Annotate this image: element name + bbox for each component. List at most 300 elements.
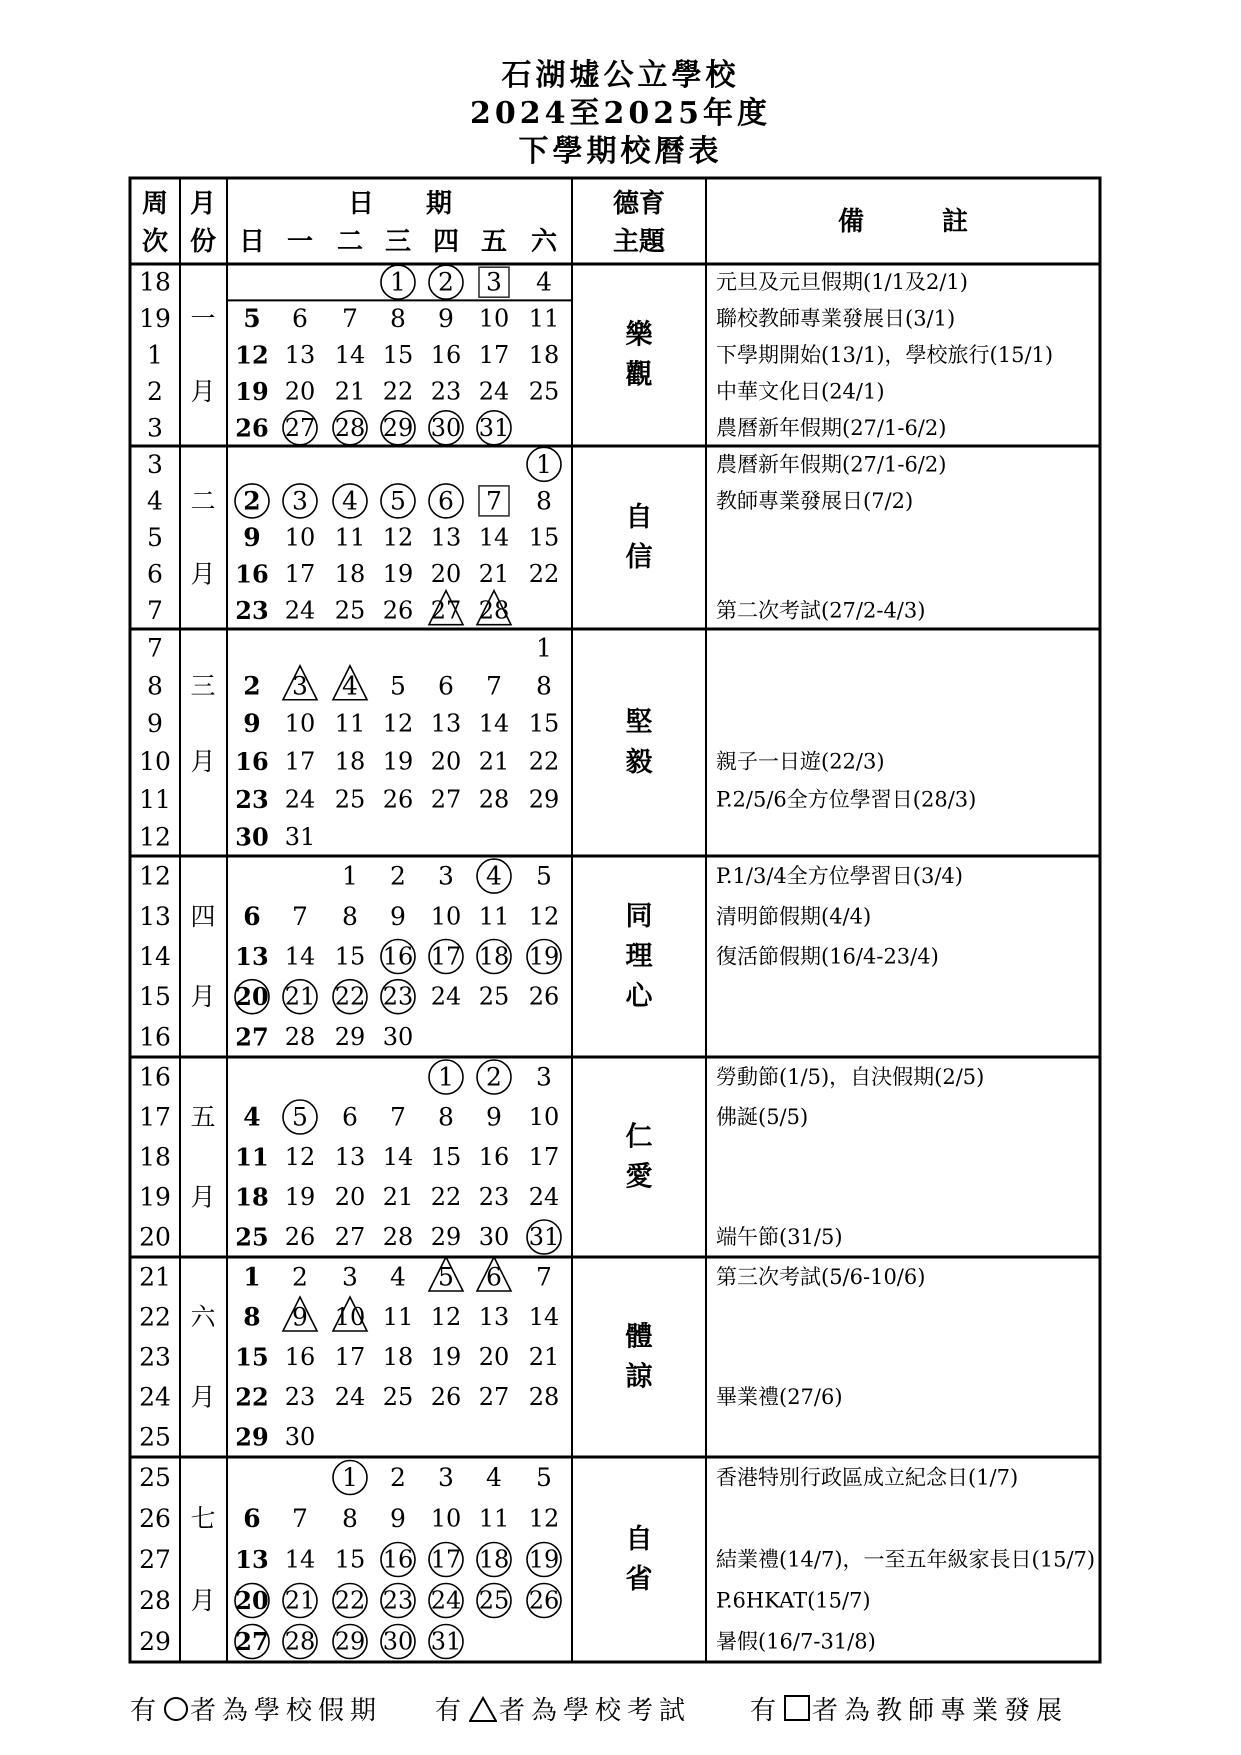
day-number: 11 <box>478 1504 510 1533</box>
day-number: 12 <box>430 1303 462 1331</box>
day-number: 18 <box>528 341 560 369</box>
day-number: 19 <box>382 560 414 589</box>
day-number: 27 <box>235 1627 269 1656</box>
day-number: 24 <box>478 377 510 406</box>
header-weekday: 二 <box>336 227 364 257</box>
day-number: 5 <box>292 1102 308 1132</box>
day-number: 25 <box>334 596 366 625</box>
day-number: 22 <box>528 747 560 776</box>
day-number: 14 <box>284 942 316 971</box>
day-number: 15 <box>528 709 560 738</box>
week-number: 17 <box>139 1102 171 1132</box>
day-number: 7 <box>292 901 308 931</box>
week-number: 15 <box>139 982 171 1012</box>
note-text: 結業禮(14/7)，一至五年級家長日(15/7) <box>716 1547 1096 1572</box>
theme-char: 理 <box>625 941 653 972</box>
week-number: 18 <box>139 1142 171 1172</box>
header-weekday: 一 <box>286 227 314 257</box>
day-number: 4 <box>390 1262 406 1292</box>
day-number: 31 <box>284 823 316 852</box>
day-number: 21 <box>284 982 316 1011</box>
day-number: 12 <box>235 340 269 370</box>
day-number: 27 <box>430 785 462 814</box>
day-number: 2 <box>390 1463 406 1492</box>
day-number: 19 <box>528 942 560 971</box>
day-number: 9 <box>438 304 454 334</box>
day-number: 10 <box>284 709 316 738</box>
day-number: 20 <box>284 377 316 406</box>
month-label: 五 <box>190 1102 216 1132</box>
week-number: 25 <box>139 1422 171 1452</box>
week-number: 7 <box>147 596 163 626</box>
school-name: 石湖墟公立學校 <box>501 58 740 93</box>
day-number: 14 <box>478 523 510 552</box>
header-month: 份 <box>189 227 217 257</box>
day-number: 13 <box>430 709 462 738</box>
day-number: 13 <box>284 341 316 369</box>
day-number: 3 <box>438 1463 454 1492</box>
day-number: 8 <box>342 901 358 931</box>
day-number: 26 <box>528 982 560 1011</box>
day-number: 25 <box>382 1383 414 1411</box>
day-number: 2 <box>243 671 261 701</box>
day-number: 13 <box>235 942 269 971</box>
day-number: 28 <box>284 1627 316 1656</box>
note-text: P.6HKAT(15/7) <box>716 1588 871 1613</box>
note-text: 中華文化日(24/1) <box>716 379 885 404</box>
day-number: 26 <box>528 1586 560 1615</box>
theme-char: 省 <box>625 1564 653 1595</box>
day-number: 18 <box>382 1343 414 1371</box>
day-number: 1 <box>536 449 552 479</box>
theme-char: 觀 <box>625 359 653 391</box>
note-text: 親子一日遊(22/3) <box>716 749 885 774</box>
month-label: 二 <box>190 486 216 516</box>
day-number: 8 <box>438 1102 454 1132</box>
day-number: 20 <box>334 1183 366 1211</box>
day-number: 13 <box>334 1143 366 1171</box>
day-number: 13 <box>430 523 462 552</box>
day-number: 25 <box>235 1222 269 1252</box>
day-number: 30 <box>382 1022 414 1051</box>
term-title: 下學期校曆表 <box>518 134 723 169</box>
day-number: 31 <box>478 413 510 442</box>
day-number: 3 <box>292 671 308 701</box>
day-number: 28 <box>478 785 510 814</box>
note-text: 下學期開始(13/1)，學校旅行(15/1) <box>716 343 1054 367</box>
month-label: 月 <box>190 1182 216 1212</box>
theme-char: 毅 <box>625 747 653 778</box>
legend-holiday: 有 者為學校假期 <box>130 1696 383 1726</box>
note-text: 聯校教師專業發展日(3/1) <box>716 306 956 331</box>
day-number: 9 <box>292 1302 308 1332</box>
day-number: 7 <box>292 1504 308 1533</box>
day-number: 8 <box>390 304 406 334</box>
day-number: 21 <box>382 1183 414 1211</box>
day-number: 19 <box>430 1343 462 1371</box>
day-number: 25 <box>478 1586 510 1615</box>
day-number: 13 <box>478 1303 510 1331</box>
day-number: 6 <box>438 671 454 701</box>
day-number: 20 <box>235 1586 269 1615</box>
day-number: 28 <box>382 1223 414 1251</box>
day-number: 25 <box>528 377 560 406</box>
day-number: 15 <box>430 1143 462 1171</box>
day-number: 4 <box>342 671 358 701</box>
week-number: 14 <box>139 942 171 971</box>
day-number: 18 <box>478 1545 510 1574</box>
day-number: 10 <box>430 1504 462 1533</box>
legend-exam: 有 者為學校考試 <box>435 1696 692 1726</box>
day-number: 15 <box>235 1342 269 1372</box>
day-number: 14 <box>334 341 366 369</box>
day-number: 24 <box>284 596 316 625</box>
day-number: 28 <box>284 1022 316 1051</box>
day-number: 14 <box>528 1303 560 1331</box>
day-number: 1 <box>536 633 552 663</box>
day-number: 7 <box>342 304 358 334</box>
day-number: 30 <box>235 822 269 852</box>
day-number: 9 <box>243 709 261 739</box>
header-month: 月 <box>189 189 217 219</box>
day-number: 3 <box>292 486 308 516</box>
day-number: 29 <box>430 1223 462 1251</box>
note-text: 復活節假期(16/4-23/4) <box>716 944 939 969</box>
day-number: 24 <box>430 982 462 1011</box>
day-number: 8 <box>243 1302 261 1332</box>
day-number: 15 <box>334 942 366 971</box>
note-text: 端午節(31/5) <box>716 1225 843 1249</box>
day-number: 16 <box>284 1343 316 1371</box>
day-number: 16 <box>235 746 269 776</box>
day-number: 27 <box>478 1383 510 1411</box>
theme-char: 樂 <box>625 319 653 351</box>
day-number: 15 <box>528 523 560 552</box>
day-number: 12 <box>284 1143 316 1171</box>
day-number: 23 <box>478 1183 510 1211</box>
circle-icon <box>164 1697 188 1721</box>
day-number: 8 <box>536 486 552 516</box>
day-number: 6 <box>243 1504 261 1533</box>
week-number: 1 <box>147 340 163 370</box>
day-number: 24 <box>334 1383 366 1411</box>
week-number: 11 <box>139 784 171 814</box>
day-number: 12 <box>382 523 414 552</box>
header-weekday: 日 <box>238 227 266 257</box>
day-number: 3 <box>536 1062 552 1092</box>
day-number: 5 <box>243 304 261 334</box>
month-label: 月 <box>190 559 216 589</box>
day-number: 26 <box>382 785 414 814</box>
day-number: 18 <box>334 747 366 776</box>
day-number: 10 <box>284 523 316 552</box>
note-text: 第二次考試(27/2-4/3) <box>716 598 926 623</box>
day-number: 24 <box>528 1183 560 1211</box>
day-number: 5 <box>390 486 406 516</box>
day-number: 19 <box>382 747 414 776</box>
day-number: 8 <box>342 1504 358 1533</box>
day-number: 14 <box>284 1545 316 1574</box>
triangle-icon <box>469 1696 497 1722</box>
month-label: 四 <box>190 901 216 931</box>
day-number: 5 <box>438 1262 454 1292</box>
week-number: 2 <box>147 376 163 406</box>
note-text: P.1/3/4全方位學習日(3/4) <box>716 864 963 889</box>
day-number: 3 <box>486 267 502 297</box>
theme-char: 自 <box>625 1524 653 1555</box>
day-number: 1 <box>390 267 406 297</box>
day-number: 21 <box>478 747 510 776</box>
note-text: P.2/5/6全方位學習日(28/3) <box>716 787 977 812</box>
week-number: 10 <box>139 746 171 776</box>
week-number: 5 <box>147 523 163 552</box>
note-text: 佛誕(5/5) <box>716 1105 809 1129</box>
day-number: 1 <box>438 1062 454 1092</box>
table-frame <box>130 178 1100 1662</box>
day-number: 29 <box>235 1422 269 1452</box>
header-weekday: 六 <box>530 227 558 257</box>
note-text: 元旦及元旦假期(1/1及2/1) <box>716 270 968 295</box>
day-number: 10 <box>478 304 510 333</box>
header-notes: 備 註 <box>837 207 969 237</box>
week-number: 16 <box>139 1062 171 1092</box>
note-text: 暑假(16/7-31/8) <box>716 1629 876 1654</box>
day-number: 19 <box>284 1183 316 1211</box>
day-number: 11 <box>334 523 366 552</box>
day-number: 2 <box>292 1262 308 1292</box>
day-number: 23 <box>284 1383 316 1411</box>
day-number: 16 <box>382 1545 414 1574</box>
day-number: 11 <box>382 1303 414 1331</box>
header-week: 周 <box>141 189 169 219</box>
day-number: 31 <box>528 1223 560 1251</box>
day-number: 17 <box>284 747 316 776</box>
day-number: 17 <box>430 1545 462 1574</box>
day-number: 20 <box>235 982 269 1012</box>
theme-char: 體 <box>625 1321 653 1353</box>
theme-char: 自 <box>625 502 653 533</box>
day-number: 17 <box>284 560 316 589</box>
header-weekday: 五 <box>480 227 508 257</box>
day-number: 18 <box>334 560 366 589</box>
day-number: 11 <box>478 902 510 931</box>
day-number: 16 <box>430 341 462 369</box>
day-number: 23 <box>235 784 269 814</box>
day-number: 26 <box>382 596 414 625</box>
day-number: 23 <box>382 982 414 1011</box>
day-number: 23 <box>430 377 462 406</box>
day-number: 17 <box>528 1143 560 1171</box>
week-number: 28 <box>139 1586 171 1615</box>
day-number: 27 <box>334 1223 366 1251</box>
day-number: 2 <box>486 1062 502 1092</box>
day-number: 5 <box>390 671 406 701</box>
day-number: 15 <box>334 1545 366 1574</box>
week-number: 12 <box>139 822 171 852</box>
day-number: 21 <box>334 377 366 406</box>
day-number: 21 <box>284 1586 316 1615</box>
day-number: 9 <box>390 901 406 931</box>
week-number: 19 <box>139 304 171 334</box>
day-number: 28 <box>528 1383 560 1411</box>
day-number: 25 <box>478 982 510 1011</box>
month-label: 月 <box>190 746 216 776</box>
day-number: 5 <box>536 1463 552 1492</box>
day-number: 28 <box>478 596 510 625</box>
legend-teacher-development: 有 者為教師專業發展 <box>750 1696 1069 1726</box>
header-weekday: 四 <box>432 227 460 257</box>
day-number: 2 <box>243 486 261 516</box>
note-text: 畢業禮(27/6) <box>716 1385 843 1409</box>
day-number: 21 <box>528 1343 560 1371</box>
month-label: 七 <box>190 1504 216 1533</box>
day-number: 2 <box>438 267 454 297</box>
note-text: 勞動節(1/5)，自決假期(2/5) <box>716 1065 985 1089</box>
day-number: 23 <box>382 1586 414 1615</box>
day-number: 22 <box>235 1382 269 1412</box>
day-number: 16 <box>478 1143 510 1171</box>
day-number: 18 <box>235 1182 269 1212</box>
day-number: 7 <box>536 1262 552 1292</box>
day-number: 6 <box>243 901 261 931</box>
day-number: 30 <box>284 1423 316 1451</box>
day-number: 22 <box>334 1586 366 1615</box>
note-text: 農曆新年假期(27/1-6/2) <box>716 415 947 440</box>
day-number: 6 <box>438 486 454 516</box>
day-number: 6 <box>292 304 308 334</box>
day-number: 10 <box>528 1103 560 1131</box>
day-number: 20 <box>430 747 462 776</box>
day-number: 19 <box>235 376 269 406</box>
day-number: 28 <box>334 413 366 442</box>
week-number: 20 <box>139 1222 171 1252</box>
week-number: 4 <box>147 486 163 516</box>
day-number: 22 <box>430 1183 462 1211</box>
week-number: 16 <box>139 1022 171 1052</box>
theme-char: 堅 <box>625 707 653 738</box>
day-number: 8 <box>536 671 552 701</box>
day-number: 9 <box>243 523 261 552</box>
day-number: 26 <box>284 1223 316 1251</box>
day-number: 22 <box>334 982 366 1011</box>
day-number: 22 <box>528 560 560 589</box>
day-number: 4 <box>486 861 502 891</box>
day-number: 23 <box>235 596 269 626</box>
month-label: 月 <box>190 1586 216 1615</box>
day-number: 20 <box>478 1343 510 1371</box>
day-number: 25 <box>334 785 366 814</box>
day-number: 27 <box>235 1022 269 1052</box>
day-number: 21 <box>478 560 510 589</box>
week-number: 23 <box>139 1342 171 1372</box>
day-number: 17 <box>478 341 510 369</box>
day-number: 3 <box>438 861 454 891</box>
theme-char: 同 <box>625 901 653 932</box>
day-number: 20 <box>430 560 462 589</box>
month-label: 月 <box>190 376 216 406</box>
day-number: 12 <box>528 902 560 931</box>
day-number: 2 <box>390 861 406 891</box>
week-number: 24 <box>139 1382 171 1412</box>
school-year: 2024至2025年度 <box>470 96 771 131</box>
week-number: 21 <box>139 1262 171 1292</box>
day-number: 19 <box>528 1545 560 1574</box>
day-number: 10 <box>334 1303 366 1331</box>
week-number: 18 <box>139 267 171 297</box>
note-text: 第三次考試(5/6-10/6) <box>716 1265 926 1289</box>
month-label: 一 <box>190 304 216 334</box>
day-number: 18 <box>478 942 510 971</box>
theme-char: 仁 <box>625 1121 653 1153</box>
header-weekday: 三 <box>384 227 412 257</box>
header-theme: 德育 <box>612 189 666 219</box>
day-number: 7 <box>390 1102 406 1132</box>
month-label: 六 <box>190 1302 216 1332</box>
theme-char: 愛 <box>625 1161 653 1193</box>
day-number: 31 <box>430 1627 462 1656</box>
day-number: 14 <box>478 709 510 738</box>
day-number: 7 <box>486 671 502 701</box>
day-number: 22 <box>382 377 414 406</box>
day-number: 5 <box>536 861 552 891</box>
day-number: 29 <box>382 413 414 442</box>
header-week: 次 <box>141 227 169 257</box>
week-number: 13 <box>139 901 171 931</box>
day-number: 4 <box>536 267 552 297</box>
week-number: 26 <box>139 1504 171 1533</box>
day-number: 29 <box>334 1627 366 1656</box>
day-number: 29 <box>334 1022 366 1051</box>
day-number: 26 <box>235 413 269 443</box>
day-number: 13 <box>235 1545 269 1574</box>
week-number: 7 <box>147 633 163 663</box>
day-number: 11 <box>334 709 366 738</box>
note-text: 清明節假期(4/4) <box>716 904 872 929</box>
day-number: 24 <box>284 785 316 814</box>
day-number: 30 <box>382 1627 414 1656</box>
day-number: 9 <box>390 1504 406 1533</box>
day-number: 24 <box>430 1586 462 1615</box>
week-number: 12 <box>139 861 171 891</box>
day-number: 4 <box>243 1102 261 1132</box>
day-number: 12 <box>382 709 414 738</box>
week-number: 25 <box>139 1463 171 1492</box>
header-theme: 主題 <box>612 227 666 257</box>
week-number: 3 <box>147 449 163 479</box>
month-label: 月 <box>190 982 216 1012</box>
day-number: 1 <box>342 1463 358 1492</box>
day-number: 10 <box>430 902 462 931</box>
day-number: 12 <box>528 1504 560 1533</box>
theme-char: 心 <box>625 981 653 1012</box>
day-number: 30 <box>430 413 462 442</box>
day-number: 11 <box>528 304 560 333</box>
day-number: 26 <box>430 1383 462 1411</box>
theme-char: 諒 <box>625 1361 653 1393</box>
day-number: 30 <box>478 1223 510 1251</box>
day-number: 27 <box>430 596 462 625</box>
day-number: 9 <box>486 1102 502 1132</box>
note-text: 教師專業發展日(7/2) <box>716 488 914 513</box>
day-number: 6 <box>342 1102 358 1132</box>
day-number: 16 <box>235 559 269 589</box>
day-number: 6 <box>486 1262 502 1292</box>
week-number: 8 <box>147 671 163 701</box>
month-label: 三 <box>190 671 216 701</box>
week-number: 29 <box>139 1627 171 1656</box>
day-number: 14 <box>382 1143 414 1171</box>
day-number: 4 <box>486 1463 502 1492</box>
